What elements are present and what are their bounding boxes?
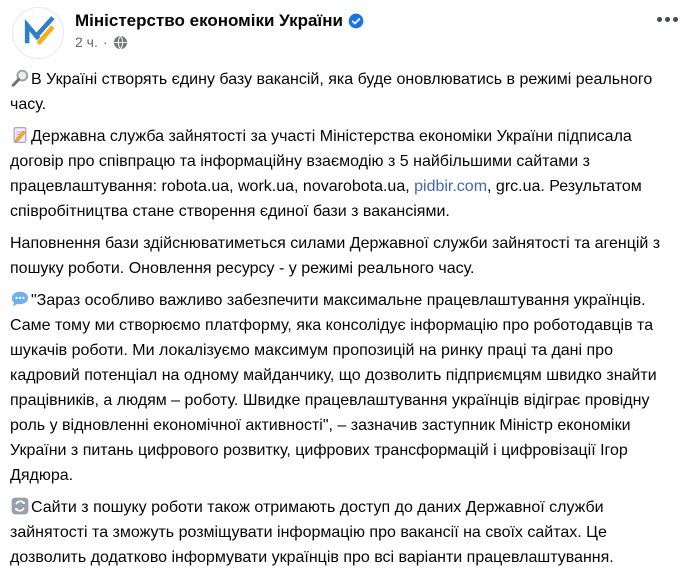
paragraph-text: , grc.ua. Результатом співробітництва стане створення єдиної бази з вакансіями. bbox=[10, 178, 647, 220]
page-name[interactable]: Міністерство економіки України bbox=[75, 11, 343, 30]
magnifying-glass-emoji-icon bbox=[10, 68, 30, 88]
paragraph-text: Державна служба зайнятості за участі Міністерства економіки України підписала договір про співпрацю та інформаційну взаємодію з 5 найбільшими сайтами з працевлаштування: robota.ua, work.ua, novarobota.ua, bbox=[10, 128, 641, 195]
post-paragraph bbox=[10, 231, 670, 281]
paragraph-text: Наповнення бази здійснюватиметься силами Державної служби зайнятості та агенцій з пошуку роботи. Оновлення ресурсу - у режимі реального часу. bbox=[10, 235, 665, 277]
post-paragraph bbox=[10, 124, 670, 224]
post-header bbox=[0, 0, 700, 63]
post-paragraph bbox=[10, 288, 670, 488]
more-options-button[interactable] bbox=[651, 7, 684, 32]
post-paragraph bbox=[10, 495, 670, 570]
paragraph-text: "Зараз особливо важливо забезпечити максимальне працевлаштування українців. Саме тому ми створюємо платформу, яка консолідує інформацію про роботодавців та шукачів роботи. Ми локалізуємо максимум пропозицій на ринку праці та дані про кадровий потенціал на одному майданчику, що дозволить підприємцям швидко знайти працівників, а людям – роботу. Швидке працевлаштування українців відіграє провідну роль у відновленні економічної активності", – зазначив заступник Міністр економіки України з питань цифрового розвитку, цифрових трансформацій і цифровізації Ігор Дядюра. bbox=[10, 292, 662, 484]
paragraph-text: Сайти з пошуку роботи також отримають доступ до даних Державної служби зайнятості та зможуть розміщувати інформацію про вакансії на своїх сайтах. Це дозволить додатково інформувати українців про всі варіанти працевлаштування. bbox=[10, 499, 614, 566]
ellipsis-dot bbox=[665, 17, 670, 22]
verified-badge-icon bbox=[348, 13, 364, 29]
header-text bbox=[75, 7, 651, 50]
post-paragraph bbox=[10, 67, 670, 117]
meta-separator: · bbox=[102, 34, 108, 50]
timestamp[interactable]: 2 ч. bbox=[75, 34, 98, 50]
post-meta bbox=[75, 34, 651, 50]
ellipsis-dot bbox=[657, 17, 662, 22]
ellipsis-dot bbox=[673, 17, 678, 22]
ministry-logo-icon bbox=[18, 11, 58, 56]
post-body bbox=[0, 63, 700, 570]
speech-balloon-emoji-icon bbox=[10, 289, 30, 309]
paragraph-text: В Україні створять єдину базу вакансій, яка буде оновлюватись в режимі реального часу. bbox=[10, 71, 657, 113]
memo-emoji-icon bbox=[10, 125, 30, 145]
inline-link[interactable]: pidbir.com bbox=[414, 178, 488, 195]
avatar[interactable] bbox=[12, 7, 64, 59]
arrows-button-emoji-icon bbox=[10, 496, 30, 516]
globe-icon bbox=[113, 35, 128, 50]
